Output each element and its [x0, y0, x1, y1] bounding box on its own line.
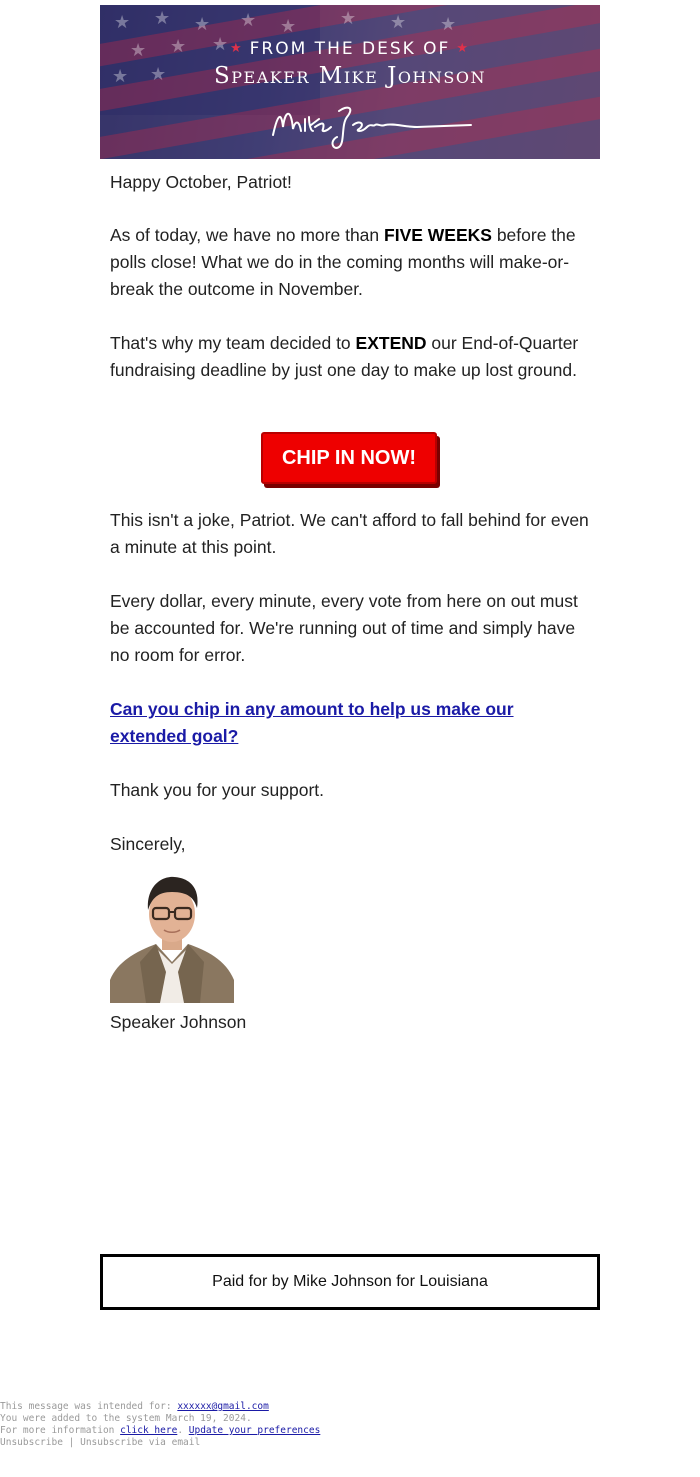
speaker-photo — [110, 872, 234, 1003]
footer-more-info: For more information click here. Update your preferences — [0, 1425, 321, 1436]
update-preferences-link[interactable]: Update your preferences — [188, 1425, 321, 1436]
paid-for-disclaimer: Paid for by Mike Johnson for Louisiana — [100, 1254, 600, 1310]
paragraph-not-a-joke: This isn't a joke, Patriot. We can't afford to fall behind for even a minute at this point. — [110, 510, 589, 557]
paragraph-thank-you: Thank you for your support. — [110, 780, 324, 800]
recipient-email-link[interactable]: xxxxxx@gmail.com — [177, 1401, 269, 1412]
signoff-name: Speaker Johnson — [110, 1012, 247, 1032]
extend-emphasis: EXTEND — [355, 333, 427, 353]
signature-image — [265, 97, 480, 152]
paragraph-five-weeks: As of today, we have no more than FIVE WEEKS before the polls close! What we do in the coming months will make-or-break the outcome in November. — [110, 225, 576, 299]
unsubscribe-link[interactable]: Unsubscribe — [0, 1437, 63, 1448]
paragraph-every-dollar: Every dollar, every minute, every vote from here on out must be accounted for. We're running out of time and simply have no room for error. — [110, 591, 578, 665]
closing-sincerely: Sincerely, — [110, 834, 186, 854]
footer-added-date: You were added to the system March 19, 2024. — [0, 1413, 252, 1424]
paragraph-extend-deadline: That's why my team decided to EXTEND our End-of-Quarter fundraising deadline by just one day to make up lost ground. — [110, 333, 579, 380]
greeting: Happy October, Patriot! — [110, 172, 292, 192]
donate-link-paragraph — [110, 696, 592, 750]
red-star-icon: ★ — [456, 41, 470, 56]
header-banner: ★ ★ ★ ★ ★ ★ ★ ★ ★ ★ ★ ★ ★ ★ FROM THE DESK OF ★ Speaker Mike Johnson — [100, 5, 600, 159]
email-footer — [0, 1401, 700, 1449]
red-star-icon: ★ — [229, 41, 244, 56]
banner-title: Speaker Mike Johnson — [214, 63, 486, 89]
footer-intended-for: This message was intended for: xxxxxx@gmail.com — [0, 1401, 269, 1412]
chip-in-now-button[interactable]: CHIP IN NOW! — [261, 432, 437, 484]
banner-subtitle — [100, 39, 600, 59]
click-here-link[interactable]: click here — [120, 1425, 178, 1436]
five-weeks-emphasis: FIVE WEEKS — [384, 225, 492, 245]
banner-subtitle-text: FROM THE DESK OF — [249, 39, 451, 59]
chip-in-amount-link[interactable]: Can you chip in any amount to help us make our extended goal? — [110, 699, 514, 746]
unsubscribe-via-email-link[interactable]: Unsubscribe via email — [80, 1437, 201, 1448]
footer-unsubscribe: Unsubscribe | Unsubscribe via email — [0, 1437, 201, 1448]
